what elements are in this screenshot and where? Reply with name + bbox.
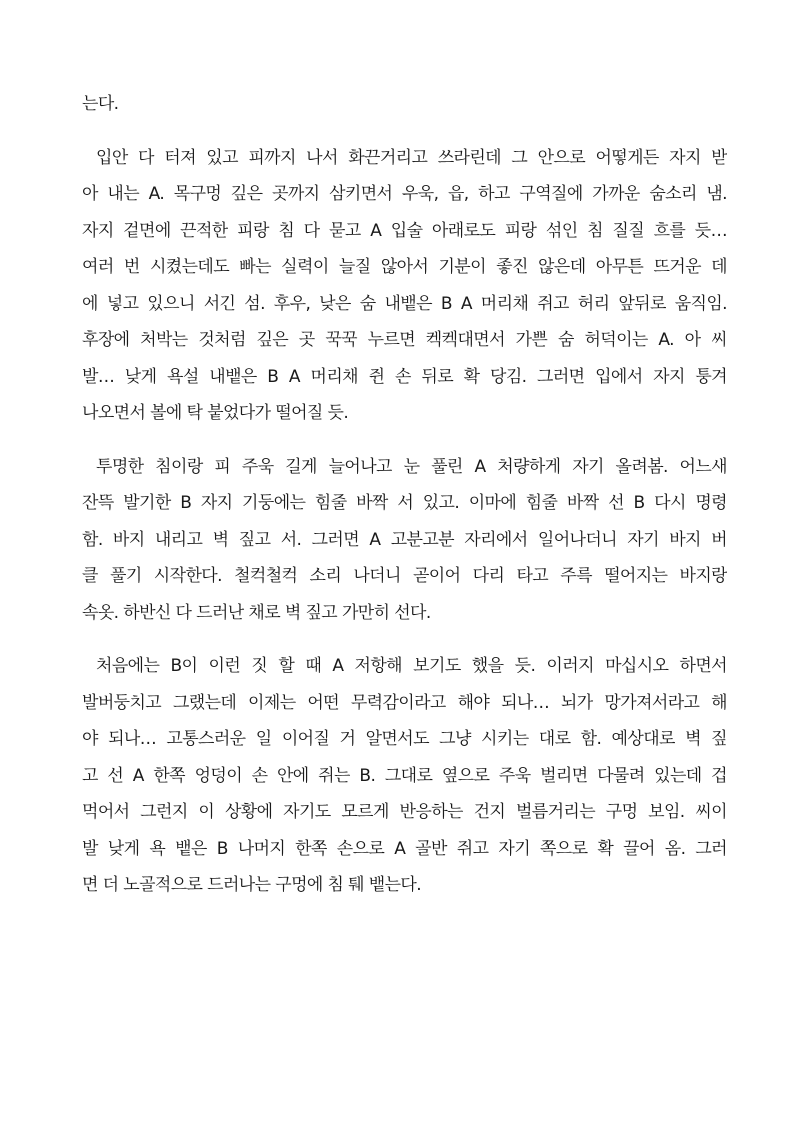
text-line: 발… 낮게 욕설 내뱉은 B A 머리채 쥔 손 뒤로 확 당김. 그러면 입에서 자지 퉁겨 (82, 366, 727, 387)
paragraph-2 (82, 140, 727, 432)
text-line: 발 낮게 욕 뱉은 B 나머지 한쪽 손으로 A 골반 쥐고 자기 쪽으로 확 끌어 옴. 그러 (82, 838, 727, 859)
text-line: 고 선 A 한쪽 엉덩이 손 안에 쥐는 B. 그대로 옆으로 주욱 벌리면 다물려 있는데 겁 (82, 765, 727, 786)
text-line: 잔뜩 발기한 B 자지 기둥에는 힘줄 바짝 서 있고. 이마에 힘줄 바짝 선 B 다시 명령 (82, 493, 727, 513)
document-body (82, 86, 727, 904)
text-line: 입안 다 터져 있고 피까지 나서 화끈거리고 쓰라린데 그 안으로 어떻게든 자지 받 (96, 147, 727, 168)
paragraph-1 (82, 86, 727, 123)
text-line: 클 풀기 시작한다. 철컥철컥 소리 나더니 곧이어 다리 타고 주륵 떨어지는 바지랑 (82, 566, 727, 586)
text-line: 후장에 처박는 것처럼 깊은 곳 꾹꾹 누르면 켁켁대면서 가쁜 숨 허덕이는 A. 아 씨 (82, 330, 727, 350)
text-line: 아 내는 A. 목구멍 깊은 곳까지 삼키면서 우욱, 읍, 하고 구역질에 가까운 숨소리 냄. (82, 184, 727, 204)
text-line: 투명한 침이랑 피 주욱 길게 늘어나고 눈 풀린 A 처량하게 자기 올려봄. 어느새 (96, 456, 727, 477)
text-line: 면 더 노골적으로 드러나는 구멍에 침 퉤 뱉는다. (82, 875, 422, 895)
text-line: 발버둥치고 그랬는데 이제는 어떤 무력감이라고 해야 되나… 뇌가 망가져서라고 해 (82, 692, 727, 713)
text-line: 속옷. 하반신 다 드러난 채로 벽 짚고 가만히 선다. (82, 602, 431, 623)
text-line: 먹어서 그런지 이 상황에 자기도 모르게 반응하는 건지 벌름거리는 구멍 보임. 씨이 (82, 802, 727, 822)
text-line: 처음에는 B이 이런 짓 할 때 A 저항해 보기도 했을 듯. 이러지 마십시오 하면서 (96, 656, 727, 676)
text-line: 에 넣고 있으니 서긴 섬. 후우, 낮은 숨 내뱉은 B A 머리채 쥐고 허리 앞뒤로 움직임. (82, 293, 727, 314)
paragraph-4 (82, 648, 727, 904)
paragraph-3 (82, 449, 727, 632)
text-line: 여러 번 시켰는데도 빠는 실력이 늘질 않아서 기분이 좋진 않은데 아무튼 뜨거운 데 (82, 257, 727, 277)
text-line: 는다. (82, 94, 119, 114)
text-line: 자지 겉면에 끈적한 피랑 침 다 묻고 A 입술 아래로도 피랑 섞인 침 질질 흐를 듯… (82, 220, 727, 241)
text-line: 나오면서 볼에 탁 붙었다가 떨어질 듯. (82, 403, 349, 423)
text-line: 야 되나… 고통스러운 일 이어질 거 알면서도 그냥 시키는 대로 함. 예상대로 벽 짚 (82, 729, 727, 749)
text-line: 함. 바지 내리고 벽 짚고 서. 그러면 A 고분고분 자리에서 일어나더니 자기 바지 버 (82, 529, 727, 550)
